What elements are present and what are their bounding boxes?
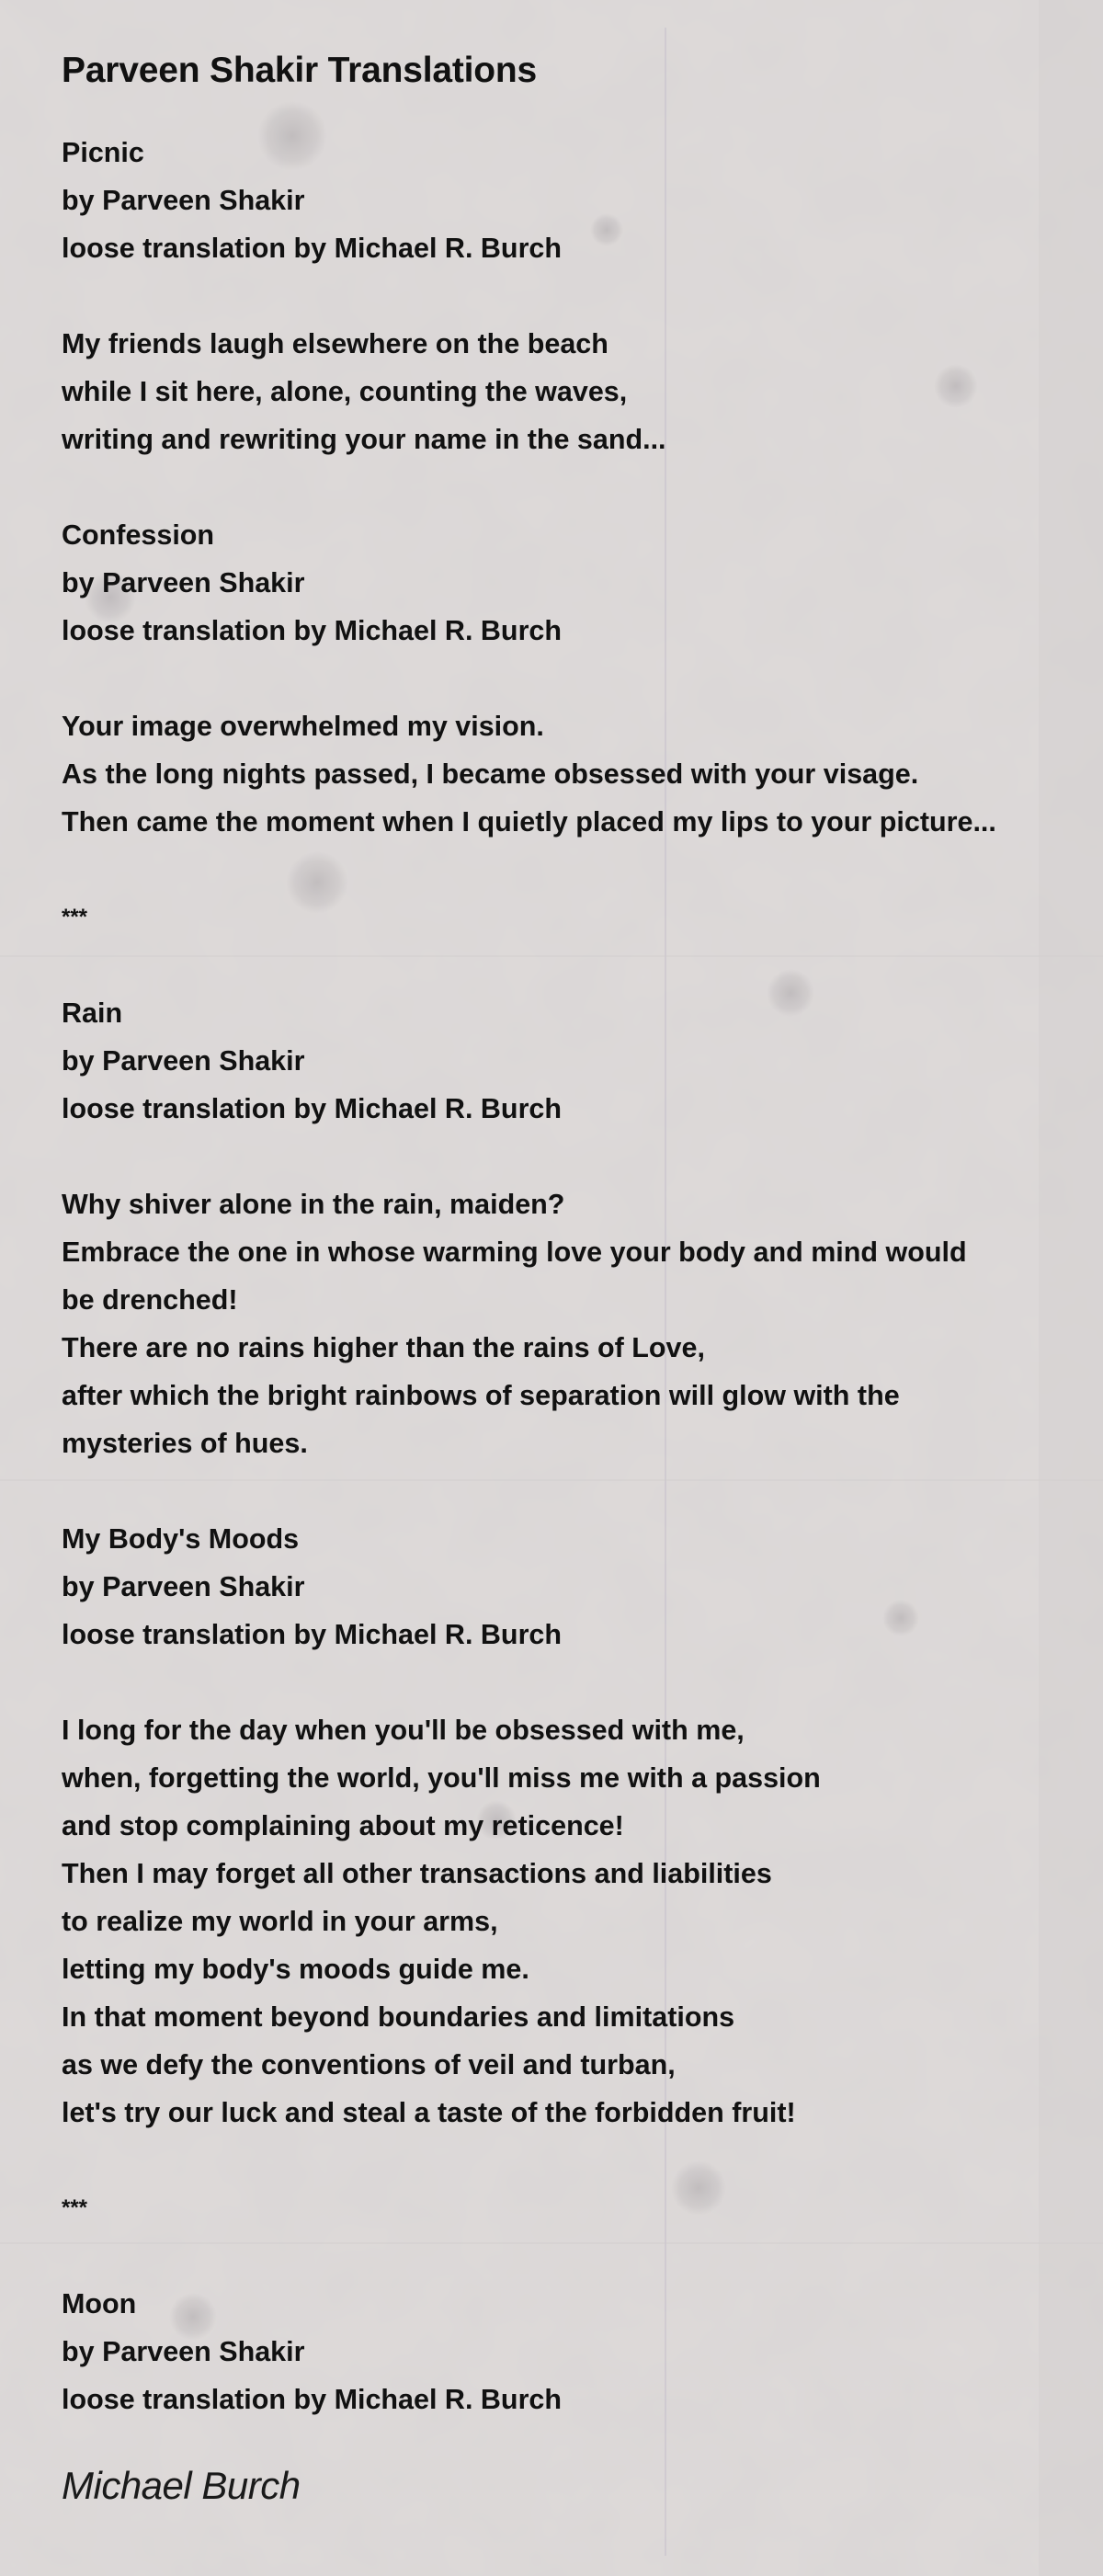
stanza-gap xyxy=(62,2232,1082,2280)
poem-line: loose translation by Michael R. Burch xyxy=(62,233,563,264)
author-signature: Michael Burch xyxy=(62,2464,301,2507)
page-title: Parveen Shakir Translations xyxy=(62,51,538,90)
poem-line: My friends laugh elsewhere on the beach xyxy=(62,328,608,359)
stanza-gap xyxy=(62,846,1082,894)
poem-body xyxy=(62,129,1082,2423)
poem-line: Picnic xyxy=(62,137,144,168)
poem-line: by Parveen Shakir xyxy=(62,567,305,598)
stanza-gap xyxy=(62,655,1082,702)
poem-line: Your image overwhelmed my vision. xyxy=(62,711,544,742)
stanza-gap xyxy=(62,2137,1082,2184)
poem-line: loose translation by Michael R. Burch xyxy=(62,1619,563,1650)
poem-line: loose translation by Michael R. Burch xyxy=(62,615,563,646)
stanza-gap xyxy=(62,941,1082,989)
poem-line: when, forgetting the world, you'll miss me with a passion xyxy=(62,1762,821,1794)
poem-line: while I sit here, alone, counting the waves, xyxy=(62,376,628,407)
poem-line: to realize my world in your arms, xyxy=(62,1906,498,1937)
stanza-gap xyxy=(62,1658,1082,1706)
poem-line: by Parveen Shakir xyxy=(62,185,305,216)
poem-line: let's try our luck and steal a taste of the forbidden fruit! xyxy=(62,2097,796,2128)
poem-line: as we defy the conventions of veil and turban, xyxy=(62,2049,676,2080)
section-separator: *** xyxy=(62,2195,88,2220)
poem-line: My Body's Moods xyxy=(62,1523,300,1555)
poem-line: In that moment beyond boundaries and limitations xyxy=(62,2001,735,2033)
stanza-gap xyxy=(62,1133,1082,1180)
poem-line: I long for the day when you'll be obsessed with me, xyxy=(62,1715,745,1746)
poem-line: writing and rewriting your name in the sand... xyxy=(62,424,666,455)
poem-line: letting my body's moods guide me. xyxy=(62,1954,529,1985)
stanza-gap xyxy=(62,1467,1082,1515)
poem-line: and stop complaining about my reticence! xyxy=(62,1810,624,1841)
poem-line: Why shiver alone in the rain, maiden? xyxy=(62,1189,565,1220)
poem-line: Rain xyxy=(62,997,123,1029)
poem-line: Then came the moment when I quietly placed my lips to your picture... xyxy=(62,806,996,838)
poem-line: Embrace the one in whose warming love your body and mind would xyxy=(62,1237,967,1268)
poem-line: Then I may forget all other transactions and liabilities xyxy=(62,1858,772,1889)
poem-line: by Parveen Shakir xyxy=(62,2336,305,2367)
poem-line: loose translation by Michael R. Burch xyxy=(62,1093,563,1124)
poem-line: loose translation by Michael R. Burch xyxy=(62,2384,563,2415)
poem-line: mysteries of hues. xyxy=(62,1428,308,1459)
poem-line: by Parveen Shakir xyxy=(62,1571,305,1602)
poem-line: by Parveen Shakir xyxy=(62,1045,305,1077)
poem-line: Confession xyxy=(62,519,215,551)
poem-line: be drenched! xyxy=(62,1284,238,1316)
poem-line: As the long nights passed, I became obsessed with your visage. xyxy=(62,758,919,790)
stanza-gap xyxy=(62,272,1082,320)
poem-line: Moon xyxy=(62,2288,137,2320)
stanza-gap xyxy=(62,463,1082,511)
poem-line: There are no rains higher than the rains of Love, xyxy=(62,1332,705,1363)
section-separator: *** xyxy=(62,905,88,929)
poem-line: after which the bright rainbows of separation will glow with the xyxy=(62,1380,900,1411)
